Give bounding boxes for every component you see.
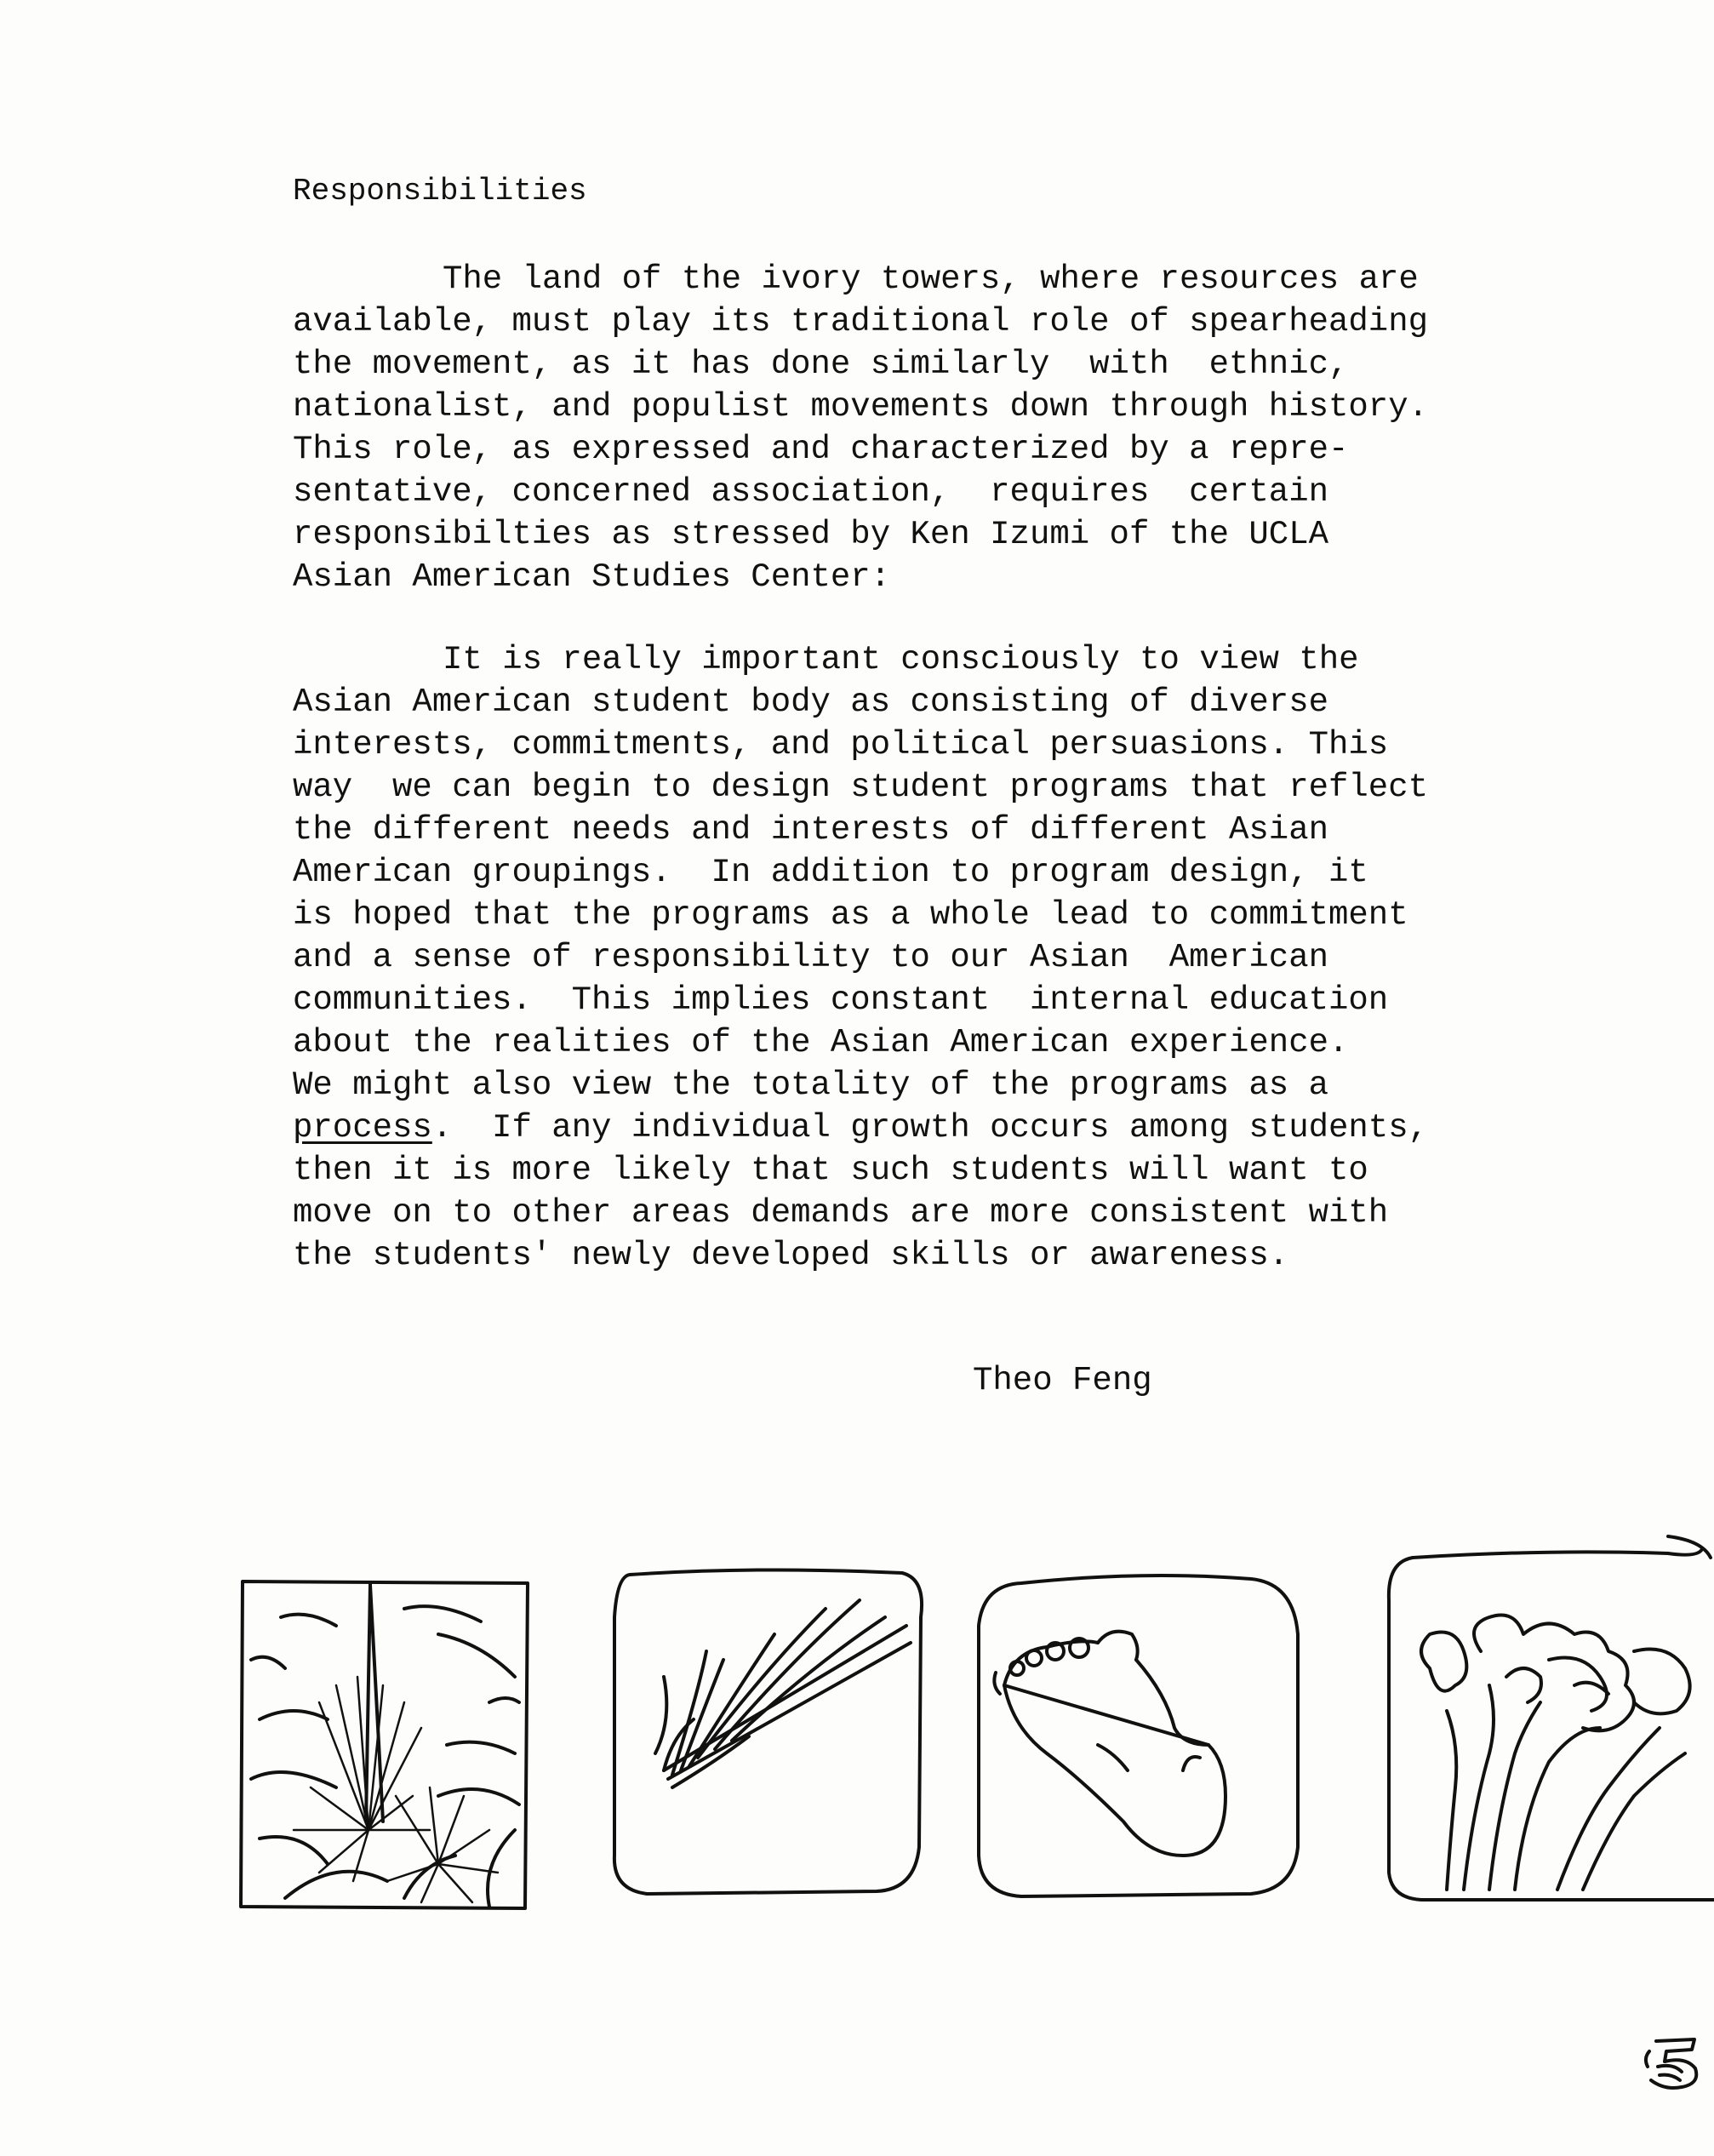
quote-line: We might also view the totality of the programs as a (293, 1067, 1328, 1104)
quote-line: the different needs and interests of different Asian (293, 811, 1328, 849)
quote-line: Asian American student body as consisting of diverse (293, 683, 1328, 721)
quote-line: is hoped that the programs as a whole lead to commitment (293, 896, 1408, 934)
page-number-glyph (1639, 2033, 1707, 2092)
paragraph-line: the movement, as it has done similarly with ethnic, (293, 346, 1349, 383)
paragraph-line: nationalist, and populist movements down through history. (293, 388, 1429, 426)
quote-line: about the realities of the Asian American experience. (293, 1024, 1349, 1061)
foot-sketch (970, 1566, 1311, 1907)
trees-sketch (1379, 1532, 1714, 1907)
paragraph-line: This role, as expressed and characterized by a repre- (293, 431, 1349, 468)
quote-line: and a sense of responsibility to our Asian American (293, 939, 1328, 976)
illustration-strip (221, 1524, 1714, 1932)
paragraph-line: available, must play its traditional role of spearheading (293, 303, 1429, 340)
quote-line: interests, commitments, and political persuasions. This (293, 726, 1389, 763)
underlined-word: process (293, 1109, 432, 1147)
quote-line: move on to other areas demands are more consistent with (293, 1194, 1389, 1232)
section-heading: Responsibilities (293, 174, 587, 209)
radiating-lines-sketch (234, 1575, 540, 1915)
quote-line-process (293, 1107, 1535, 1149)
intro-paragraph (293, 258, 1535, 598)
quotation-paragraph (293, 638, 1535, 1277)
paragraph-line: Asian American Studies Center: (293, 558, 891, 596)
paragraph-line: sentative, concerned association, requires certain (293, 473, 1328, 511)
quote-line: way we can begin to design student programs that reflect (293, 769, 1429, 806)
quote-line: It is really important consciously to view the (443, 641, 1359, 678)
feather-quill-sketch (604, 1566, 928, 1898)
quote-line-rest: . If any individual growth occurs among students, (431, 1109, 1429, 1147)
quote-line: then it is more likely that such students will want to (293, 1152, 1368, 1189)
paragraph-line: The land of the ivory towers, where resources are (443, 260, 1419, 298)
quote-line: American groupings. In addition to program design, it (293, 854, 1368, 891)
paragraph-line: responsibilties as stressed by Ken Izumi of the UCLA (293, 516, 1328, 553)
quote-line: communities. This implies constant internal education (293, 981, 1389, 1019)
author-signature: Theo Feng (973, 1362, 1152, 1399)
quote-line: the students' newly developed skills or awareness. (293, 1237, 1289, 1274)
